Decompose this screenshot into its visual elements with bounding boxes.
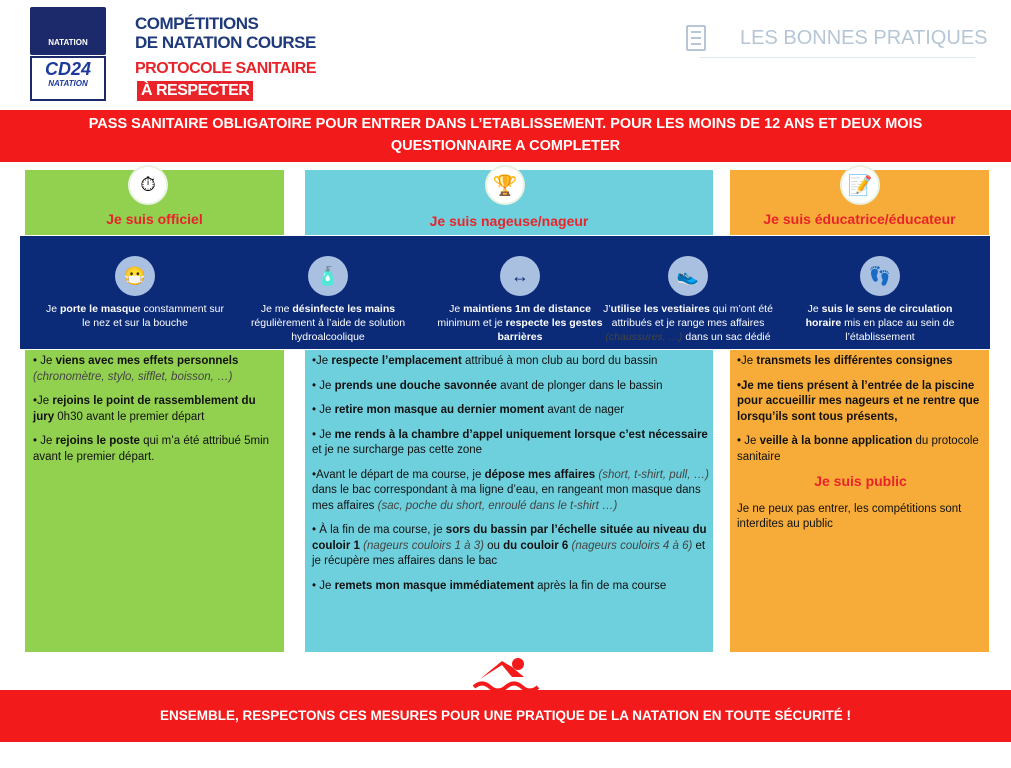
heading-public: Je suis public <box>814 473 907 489</box>
text-segment: dépose mes affaires <box>484 468 596 481</box>
gesture-item <box>45 236 225 330</box>
text-segment: après la fin de ma course <box>533 579 667 592</box>
list-item <box>33 354 278 385</box>
text-segment: •Avant le départ de ma course, je <box>312 468 485 481</box>
officiel-list <box>33 354 278 474</box>
text-segment: et je récupère mes affaires dans le bac <box>312 539 706 567</box>
list-item <box>33 394 278 425</box>
text-segment: remets mon masque immédiatement <box>334 579 534 592</box>
gesture-item <box>430 236 610 344</box>
swimmer-icon <box>472 655 542 691</box>
stopwatch-icon: ⏱ <box>128 165 168 205</box>
list-item <box>312 379 710 395</box>
text-segment: prends une douche savonnée <box>334 379 497 392</box>
text-segment: •Je me tiens présent à l’entrée de la piscine pour accueillir mes nageurs et ne rentre que lorsqu’ils sont tous présents, <box>737 379 980 423</box>
text-segment: • À la fin de ma course, je <box>312 524 446 536</box>
text-segment: rejoins le poste <box>55 435 140 447</box>
text-segment: (chaussures, …) <box>605 331 683 343</box>
title-line1: COMPÉTITIONS <box>135 14 259 33</box>
text-segment: du couloir 6 <box>503 539 569 552</box>
subtitle: PROTOCOLE SANITAIRE <box>135 60 317 77</box>
text-segment: porte le masque <box>60 303 141 315</box>
text-segment: mis en place au sein de l’établissement <box>841 317 955 343</box>
divider <box>700 57 975 58</box>
heading-nageur: Je suis nageuse/nageur <box>429 213 589 229</box>
educateur-list <box>737 354 984 542</box>
text-segment: rejoins le point de rassemblement du jury <box>33 395 256 423</box>
text-segment: qui m’a été attribué 5min avant le premier départ. <box>33 435 270 463</box>
text-segment: ou <box>483 539 504 552</box>
list-item <box>312 428 710 459</box>
text-segment: attribué à mon club au bord du bassin <box>461 355 658 367</box>
list-item <box>737 354 984 370</box>
list-item <box>312 579 710 595</box>
text-segment: Je <box>807 303 822 315</box>
text-segment: • Je <box>312 404 335 416</box>
gesture-text <box>238 302 418 344</box>
ffn-logo <box>30 7 106 55</box>
text-segment: avant de nager <box>544 404 625 416</box>
text-segment: suis le sens de circulation horaire <box>805 303 953 329</box>
text-segment: dans le bac correspondant à ma ligne d’eau, en rangeant mon masque dans mes affaires <box>312 484 701 512</box>
text-segment: • Je <box>312 428 335 441</box>
public-text: Je ne peux pas entrer, les compétitions sont interdites au public <box>737 502 962 530</box>
text-segment: utilise les vestiaires <box>610 303 710 315</box>
text-segment: •Je <box>737 355 757 367</box>
text-segment: transmets les différentes consignes <box>756 355 953 367</box>
text-segment: respecte les gestes barrières <box>497 317 603 343</box>
text-segment: Je <box>46 303 61 315</box>
title-line2: DE NATATION COURSE <box>135 33 316 52</box>
text-segment: (chronomètre, stylo, sifflet, boisson, …) <box>33 370 233 383</box>
text-segment: • Je <box>33 435 56 447</box>
text-segment: •Je <box>312 355 332 367</box>
list-item <box>312 403 710 419</box>
text-segment: Je me <box>260 303 293 315</box>
text-segment: et je ne surcharge pas cette zone <box>312 444 483 456</box>
cd24-logo <box>30 56 106 101</box>
footprint-icon: 👣 <box>860 256 900 296</box>
gesture-item <box>238 236 418 344</box>
checklist-icon <box>686 25 706 51</box>
clipboard-icon: 📝 <box>840 165 880 205</box>
text-segment: sors du bassin par l’échelle située au niveau du couloir 1 <box>312 524 707 552</box>
text-segment: désinfecte les mains <box>292 303 396 315</box>
gesture-text <box>598 302 778 344</box>
subtitle-highlight: À RESPECTER <box>137 81 253 101</box>
text-segment: Je <box>449 303 464 315</box>
text-segment: (nageurs couloirs 1 à 3) <box>359 539 484 552</box>
key-gestures-band <box>20 235 990 350</box>
gesture-text <box>45 302 225 330</box>
text-segment: maintiens 1m de distance <box>463 303 591 315</box>
shoe-icon: 👟 <box>668 256 708 296</box>
list-item <box>312 523 710 570</box>
list-item <box>312 468 710 515</box>
text-segment: • Je <box>737 435 760 447</box>
banner-line2: QUESTIONNAIRE A COMPLETER <box>390 138 621 154</box>
text-segment: viens avec mes effets personnels <box>55 355 239 367</box>
gesture-item <box>598 236 778 344</box>
gesture-item <box>790 236 970 344</box>
trophy-icon: 🏆 <box>485 165 525 205</box>
text-segment: avant de plonger dans le bassin <box>496 379 663 392</box>
text-segment: qui m’ont été attribués et je range mes affaires <box>611 303 773 329</box>
list-item <box>33 434 278 465</box>
text-segment: régulièrement à l’aide de solution hydroalcoolique <box>250 317 406 343</box>
text-segment: (sac, poche du short, enroulé dans le t-shirt …) <box>377 499 618 512</box>
top-banner <box>0 110 1011 162</box>
text-segment: veille à la bonne application <box>759 435 913 447</box>
list-item <box>737 434 984 465</box>
text-segment: respecte l’emplacement <box>331 355 462 367</box>
cd24-logo-sub: NATATION <box>48 79 88 88</box>
sanitizer-icon: 🧴 <box>308 256 348 296</box>
text-segment: • Je <box>312 379 335 392</box>
text-segment: dans un sac dédié <box>682 331 771 343</box>
page-title <box>135 14 316 52</box>
heading-officiel: Je suis officiel <box>106 211 203 227</box>
text-segment: retire mon masque au dernier moment <box>334 404 545 416</box>
ffn-logo-text: NATATION <box>48 38 88 47</box>
text-segment: •Je <box>33 395 53 407</box>
gesture-text <box>790 302 970 344</box>
cd24-logo-text: CD24 <box>44 59 92 79</box>
text-segment: minimum et je <box>437 317 506 329</box>
list-item <box>737 379 984 426</box>
bottom-banner: ENSEMBLE, RESPECTONS CES MESURES POUR UNE PRATIQUE DE LA NATATION EN TOUTE SÉCURITÉ ! <box>0 690 1011 742</box>
text-segment: (short, t-shirt, pull, …) <box>595 468 709 481</box>
text-segment: constamment sur le nez et sur la bouche <box>82 303 224 329</box>
heading-educateur: Je suis éducatrice/éducateur <box>763 211 956 227</box>
text-segment: du protocole sanitaire <box>737 435 979 463</box>
text-segment: (nageurs couloirs 4 à 6) <box>568 539 693 552</box>
text-segment: J’ <box>603 303 611 315</box>
distance-icon: ↔ <box>500 256 540 296</box>
text-segment: 0h30 avant le premier départ <box>54 410 205 423</box>
nageur-list <box>312 354 710 603</box>
text-segment: • Je <box>33 355 56 367</box>
mask-icon: 😷 <box>115 256 155 296</box>
banner-line1: PASS SANITAIRE OBLIGATOIRE POUR ENTRER DANS L’ETABLISSEMENT. POUR LES MOINS DE 12 ANS ET DEUX MOIS <box>88 116 923 132</box>
gesture-text <box>430 302 610 344</box>
text-segment: me rends à la chambre d’appel uniquement lorsque c’est nécessaire <box>334 428 708 441</box>
text-segment: • Je <box>312 579 335 592</box>
list-item <box>312 354 710 370</box>
practices-title: LES BONNES PRATIQUES <box>740 27 988 49</box>
